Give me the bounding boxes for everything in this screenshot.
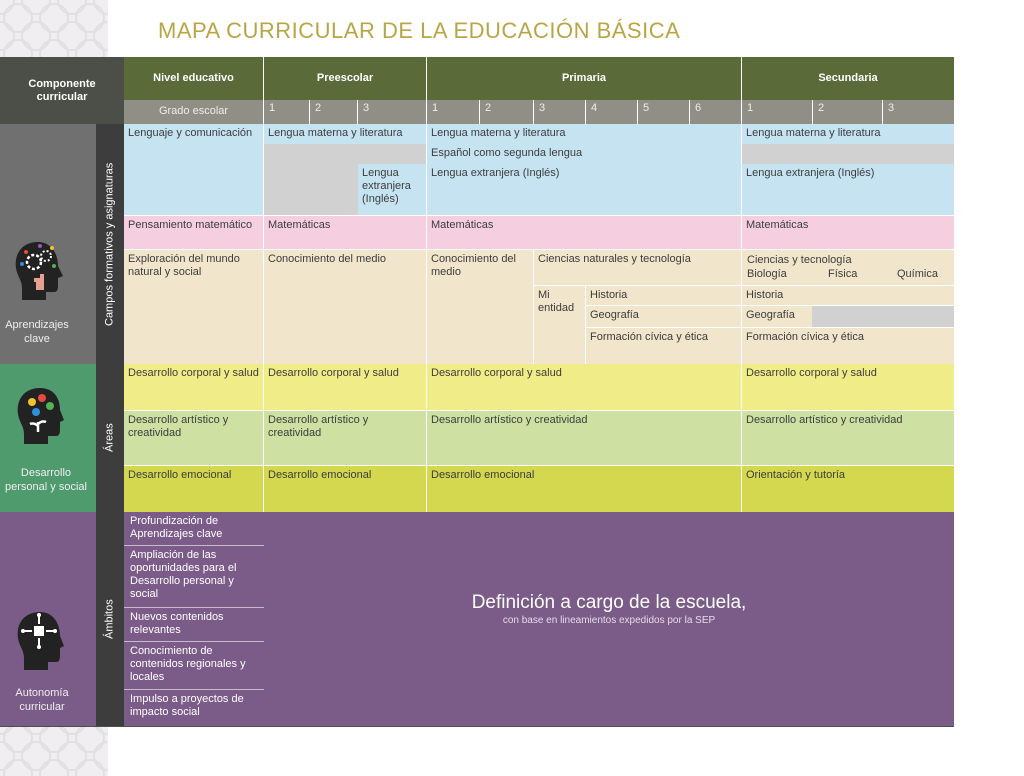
ambito-item: Impulso a proyectos de impacto social [130, 693, 244, 718]
cell-lenguaje-pre: Lengua materna y literatura [264, 124, 427, 144]
grade-pri-3: 3 [534, 100, 586, 124]
brain-hands-icon [14, 386, 66, 446]
row-artistico-label: Desarrollo artístico y creatividad [124, 411, 264, 466]
fisica-label: Física [828, 268, 858, 280]
ambito-item: Conocimiento de contenidos regionales y locales [124, 642, 264, 690]
cell-extranjera-pri: Lengua extranjera (Inglés) [427, 164, 742, 216]
cell-pensamiento-pre: Matemáticas [264, 216, 427, 250]
cell-historia-sec: Historia [742, 286, 954, 306]
cell-orientacion-sec: Orientación y tutoría [742, 466, 954, 512]
header-primaria: Primaria [427, 57, 742, 100]
brain-arrows-icon [14, 610, 66, 672]
component-desarrollo [0, 364, 96, 512]
biologia-label: Biología [747, 268, 787, 280]
grade-pri-2: 2 [480, 100, 534, 124]
cell-formacion-sec: Formación cívica y ética [742, 328, 954, 364]
cell-formacion-pri: Formación cívica y ética [586, 328, 742, 364]
subcomponent-campos: Campos formativos y asignaturas [96, 124, 124, 364]
component-autonomia [0, 512, 96, 726]
header-componente: Componente curricular [0, 57, 124, 124]
cell-corporal-pre: Desarrollo corporal y salud [264, 364, 427, 411]
ambito-item: Nuevos contenidos relevantes [124, 608, 264, 642]
cell-geografia-pri: Geografía [586, 306, 742, 328]
cell-emocional-pri: Desarrollo emocional [427, 466, 742, 512]
grade-sec-1: 1 [742, 100, 813, 124]
row-pensamiento-label: Pensamiento matemático [124, 216, 264, 250]
quimica-label: Química [897, 268, 938, 280]
cell-geografia-sec: Geografía [742, 306, 812, 328]
grade-sec-2: 2 [813, 100, 883, 124]
cell-lenguaje-pri: Lengua materna y literatura [427, 124, 742, 144]
cell-pensamiento-pri: Matemáticas [427, 216, 742, 250]
grade-pri-4: 4 [586, 100, 638, 124]
cell-artistico-pre: Desarrollo artístico y creatividad [264, 411, 427, 466]
component-aprendizajes [0, 124, 96, 364]
table-bottom-border [0, 726, 954, 727]
cell-emocional-pre: Desarrollo emocional [264, 466, 427, 512]
cell-ciencias-sec [742, 250, 954, 286]
grade-sec-3: 3 [883, 100, 954, 124]
cell-exploracion-pre: Conocimiento del medio [264, 250, 427, 364]
component-desarrollo-label: Desarrollo personal y social [5, 467, 87, 493]
component-autonomia-label: Autonomía curricular [15, 687, 69, 713]
cell-corporal-sec: Desarrollo corporal y salud [742, 364, 954, 411]
ambitos-list [124, 512, 264, 726]
component-aprendizajes-label: Aprendizajes clave [5, 319, 69, 345]
cell-geografia-sec-empty [812, 306, 954, 328]
cell-lenguaje-sec-empty [742, 144, 954, 164]
cell-ciencias-naturales: Ciencias naturales y tecnología [534, 250, 742, 286]
subcomponent-ambitos: Ámbitos [96, 512, 124, 726]
row-exploracion-label: Exploración del mundo natural y social [124, 250, 264, 364]
cell-artistico-pri: Desarrollo artístico y creatividad [427, 411, 742, 466]
brain-gear-icon [12, 240, 66, 302]
ambito-item: Profundización de Aprendizajes clave [124, 512, 264, 546]
row-corporal-label: Desarrollo corporal y salud [124, 364, 264, 411]
definicion-sub: con base en lineamientos expedidos por la SEP [502, 615, 716, 626]
cell-extranjera-pre-empty [264, 164, 358, 216]
cell-pensamiento-sec: Matemáticas [742, 216, 954, 250]
header-nivel: Nivel educativo [124, 57, 264, 100]
grade-pri-5: 5 [638, 100, 690, 124]
cell-conocimiento-pri: Conocimiento del medio [427, 250, 534, 364]
cell-corporal-pri: Desarrollo corporal y salud [427, 364, 742, 411]
cell-extranjera-sec: Lengua extranjera (Inglés) [742, 164, 954, 216]
grade-pri-6: 6 [690, 100, 742, 124]
grade-pre-3: 3 [358, 100, 427, 124]
header-secundaria: Secundaria [742, 57, 954, 100]
subcomponent-areas: Áreas [96, 364, 124, 512]
cell-lenguaje-sec: Lengua materna y literatura [742, 124, 954, 144]
row-lenguaje-label: Lenguaje y comunicación [124, 124, 264, 216]
ambito-item: Ampliación de las oportunidades para el Desarrollo personal y social [124, 546, 264, 608]
cell-artistico-sec: Desarrollo artístico y creatividad [742, 411, 954, 466]
cell-lenguaje-pre-empty [264, 144, 427, 164]
ciencias-tecnologia-label: Ciencias y tecnología [747, 254, 852, 266]
grade-pre-2: 2 [310, 100, 358, 124]
row-emocional-label: Desarrollo emocional [124, 466, 264, 512]
header-preescolar: Preescolar [264, 57, 427, 100]
cell-espanol-segunda: Español como segunda lengua [427, 144, 742, 164]
definicion-panel [264, 512, 954, 726]
cell-historia-pri: Historia [586, 286, 742, 306]
cell-mi-entidad: Mi entidad [534, 286, 586, 364]
grade-pre-1: 1 [264, 100, 310, 124]
header-grado: Grado escolar [124, 100, 264, 124]
definicion-main: Definición a cargo de la escuela, [471, 592, 747, 613]
page-title: MAPA CURRICULAR DE LA EDUCACIÓN BÁSICA [158, 18, 681, 43]
grade-pri-1: 1 [427, 100, 480, 124]
cell-extranjera-pre: Lengua extranjera (Inglés) [358, 164, 427, 216]
